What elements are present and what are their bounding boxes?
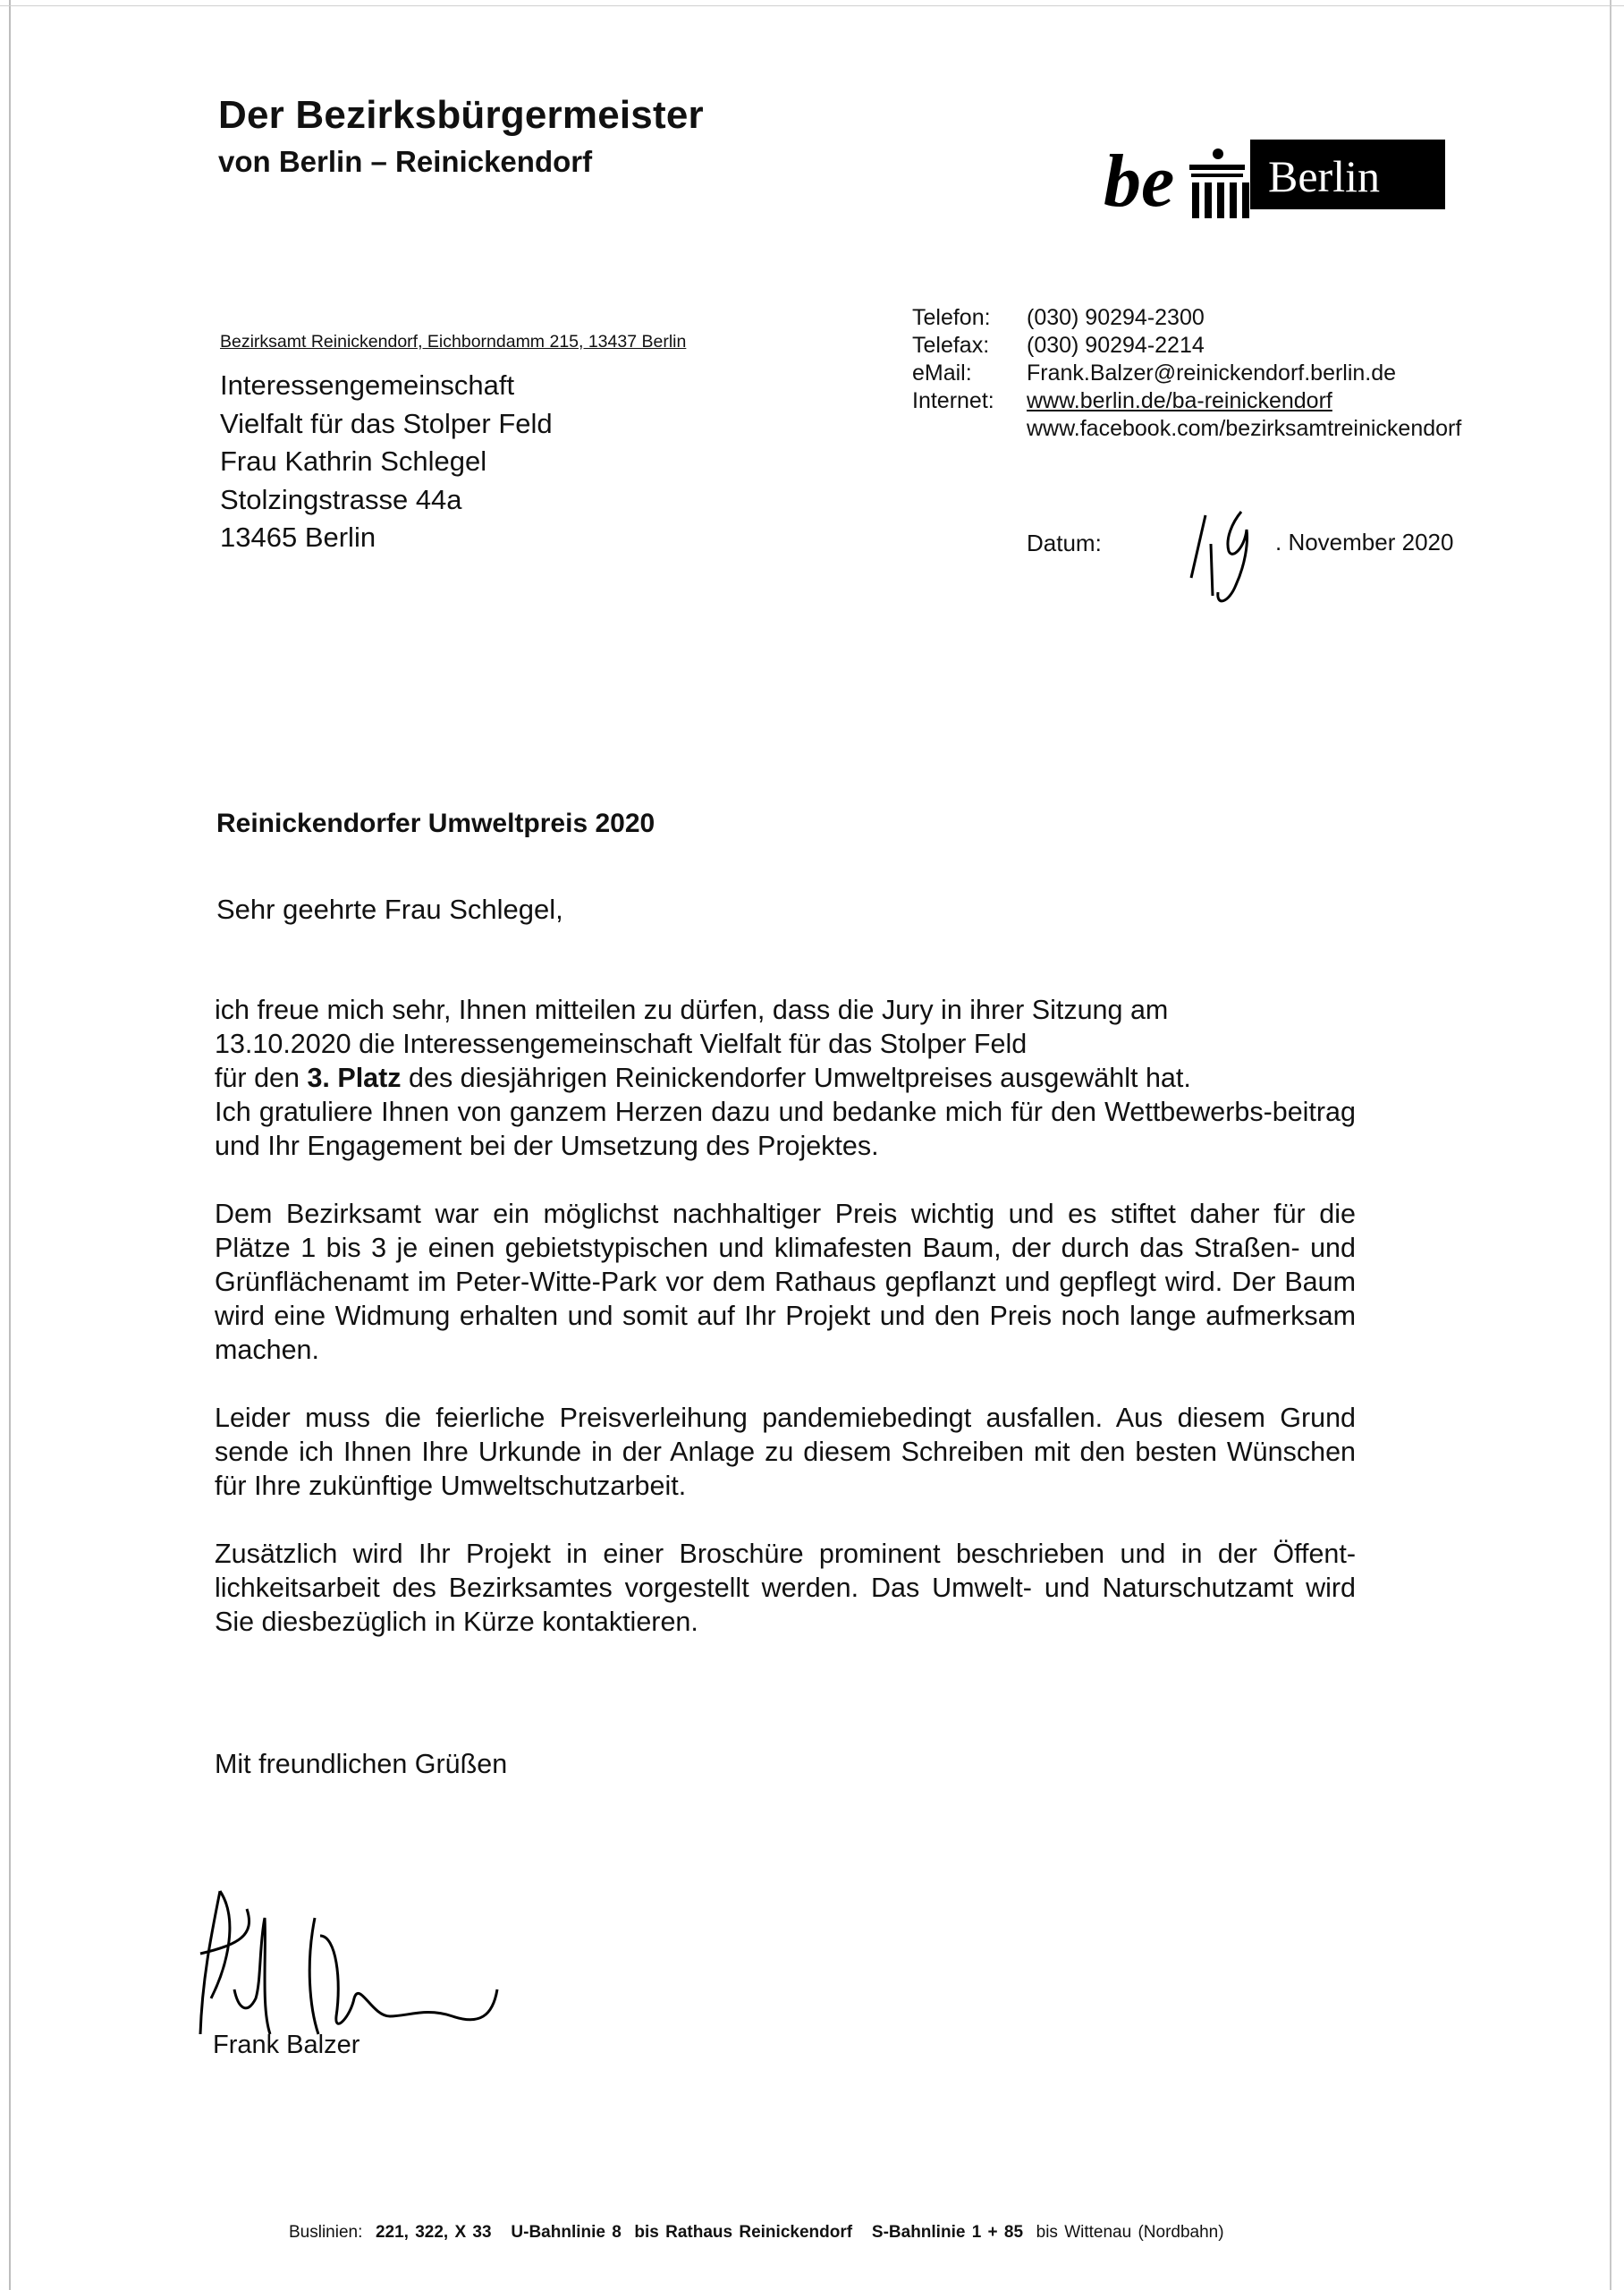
logo-mark: be (1104, 140, 1175, 223)
be-berlin-logo (1104, 134, 1447, 225)
ubahn-label: U-Bahnlinie (511, 2223, 605, 2242)
letterhead-title: Der Bezirksbürgermeister (218, 93, 704, 137)
scan-edge-right (1610, 0, 1611, 2290)
p1-line-1: ich freue mich sehr, Ihnen mitteilen zu dürfen, dass die Jury in ihrer Sitzung am (215, 995, 1169, 1025)
telefax-label: Telefax: (912, 333, 990, 358)
p1-line-2: 13.10.2020 die Interessengemeinschaft Vielfalt für das Stolper Feld (215, 1029, 1028, 1059)
body-paragraph-2: Dem Bezirksamt war ein möglichst nachhaltiger Preis wichtig und es stiftet daher für die Plätze 1 bis 3 je einen gebietstypischen und klimafesten Baum, der durch das Straßen- und Grünflächenamt im Peter-Witte-Park vor dem Rathaus gepflanzt und gepflegt wird. Der Baum wird eine Widmung erhalten und somit auf Ihr Projekt und den Preis noch lange aufmerksam machen. (215, 1199, 1356, 1365)
p1-rest: Ich gratuliere Ihnen von ganzem Herzen dazu und bedanke mich für den Wettbewerbs-beitrag und Ihr Engagement bei der Umsetzung des Projektes. (215, 1097, 1356, 1161)
date-month-year: . November 2020 (1275, 529, 1454, 556)
letterhead-subtitle: von Berlin – Reinickendorf (218, 145, 593, 178)
ubahn-line: 8 (612, 2223, 622, 2242)
signer-name: Frank Balzer (213, 2031, 360, 2059)
ubahn-destination: bis Rathaus Reinickendorf (634, 2223, 853, 2242)
recipient-line: Stolzingstrasse 44a (220, 483, 462, 515)
contact-block (912, 304, 1461, 443)
email-label: eMail: (912, 360, 972, 386)
contact-email (912, 360, 1461, 387)
recipient-line: Frau Kathrin Schlegel (220, 445, 487, 477)
telefax-value: (030) 90294-2214 (1027, 333, 1205, 358)
email-value[interactable]: Frank.Balzer@reinickendorf.berlin.de (1027, 360, 1397, 386)
salutation: Sehr geehrte Frau Schlegel, (216, 894, 563, 925)
recipient-line: Interessengemeinschaft (220, 369, 515, 401)
scan-edge-top (0, 5, 1624, 6)
brandenburg-gate-icon (1189, 148, 1249, 218)
letter-body (215, 993, 1356, 1673)
scan-edge-left (9, 0, 11, 2290)
closing: Mit freundlichen Grüßen (215, 1749, 508, 1779)
p1-pre: für den (215, 1063, 308, 1093)
internet-label: Internet: (912, 388, 994, 413)
bus-lines: 221, 322, X 33 (375, 2223, 492, 2242)
telefon-value: (030) 90294-2300 (1027, 305, 1205, 330)
recipient-line: Vielfalt für das Stolper Feld (220, 407, 553, 439)
facebook-link[interactable]: www.facebook.com/bezirksamtreinickendorf (1027, 416, 1462, 441)
telefon-label: Telefon: (912, 305, 991, 330)
sbahn-destination: bis Wittenau (Nordbahn) (1036, 2223, 1224, 2242)
date-label: Datum: (1027, 530, 1102, 556)
contact-telefon (912, 304, 1461, 332)
contact-telefax (912, 332, 1461, 360)
internet-link[interactable]: www.berlin.de/ba-reinickendorf (1027, 388, 1332, 413)
p1-bold-place: 3. Platz (307, 1063, 402, 1093)
body-paragraph-4: Zusätzlich wird Ihr Projekt in einer Broschüre prominent beschrieben und in der Öffent-lichkeitsarbeit des Bezirksamtes vorgestellt werden. Das Umwelt- und Naturschutzamt wird Sie diesbezüglich in Kürze kontaktieren. (215, 1539, 1356, 1637)
footer-transit (289, 2223, 1224, 2243)
body-paragraph-1 (215, 993, 1356, 1163)
sbahn-lines: 1 + 85 (971, 2223, 1024, 2242)
recipient-address (220, 367, 553, 557)
bus-label: Buslinien: (289, 2223, 363, 2242)
recipient-line: 13465 Berlin (220, 522, 376, 553)
return-address: Bezirksamt Reinickendorf, Eichborndamm 215, 13437 Berlin (220, 332, 687, 352)
contact-facebook (912, 415, 1461, 443)
sbahn-label: S-Bahnlinie (871, 2223, 966, 2242)
signature (184, 1882, 542, 2052)
handwritten-day (1186, 503, 1266, 612)
contact-internet (912, 387, 1461, 415)
p1-post: des diesjährigen Reinickendorfer Umweltpreises ausgewählt hat. (401, 1063, 1191, 1093)
subject-line: Reinickendorfer Umweltpreis 2020 (216, 809, 656, 838)
body-paragraph-3: Leider muss die feierliche Preisverleihung pandemiebedingt ausfallen. Aus diesem Grund sende ich Ihnen Ihre Urkunde in der Anlage zu diesem Schreiben mit den besten Wünschen für Ihre zukünftige Umweltschutzarbeit. (215, 1403, 1356, 1501)
logo-wordmark: Berlin (1268, 151, 1380, 201)
